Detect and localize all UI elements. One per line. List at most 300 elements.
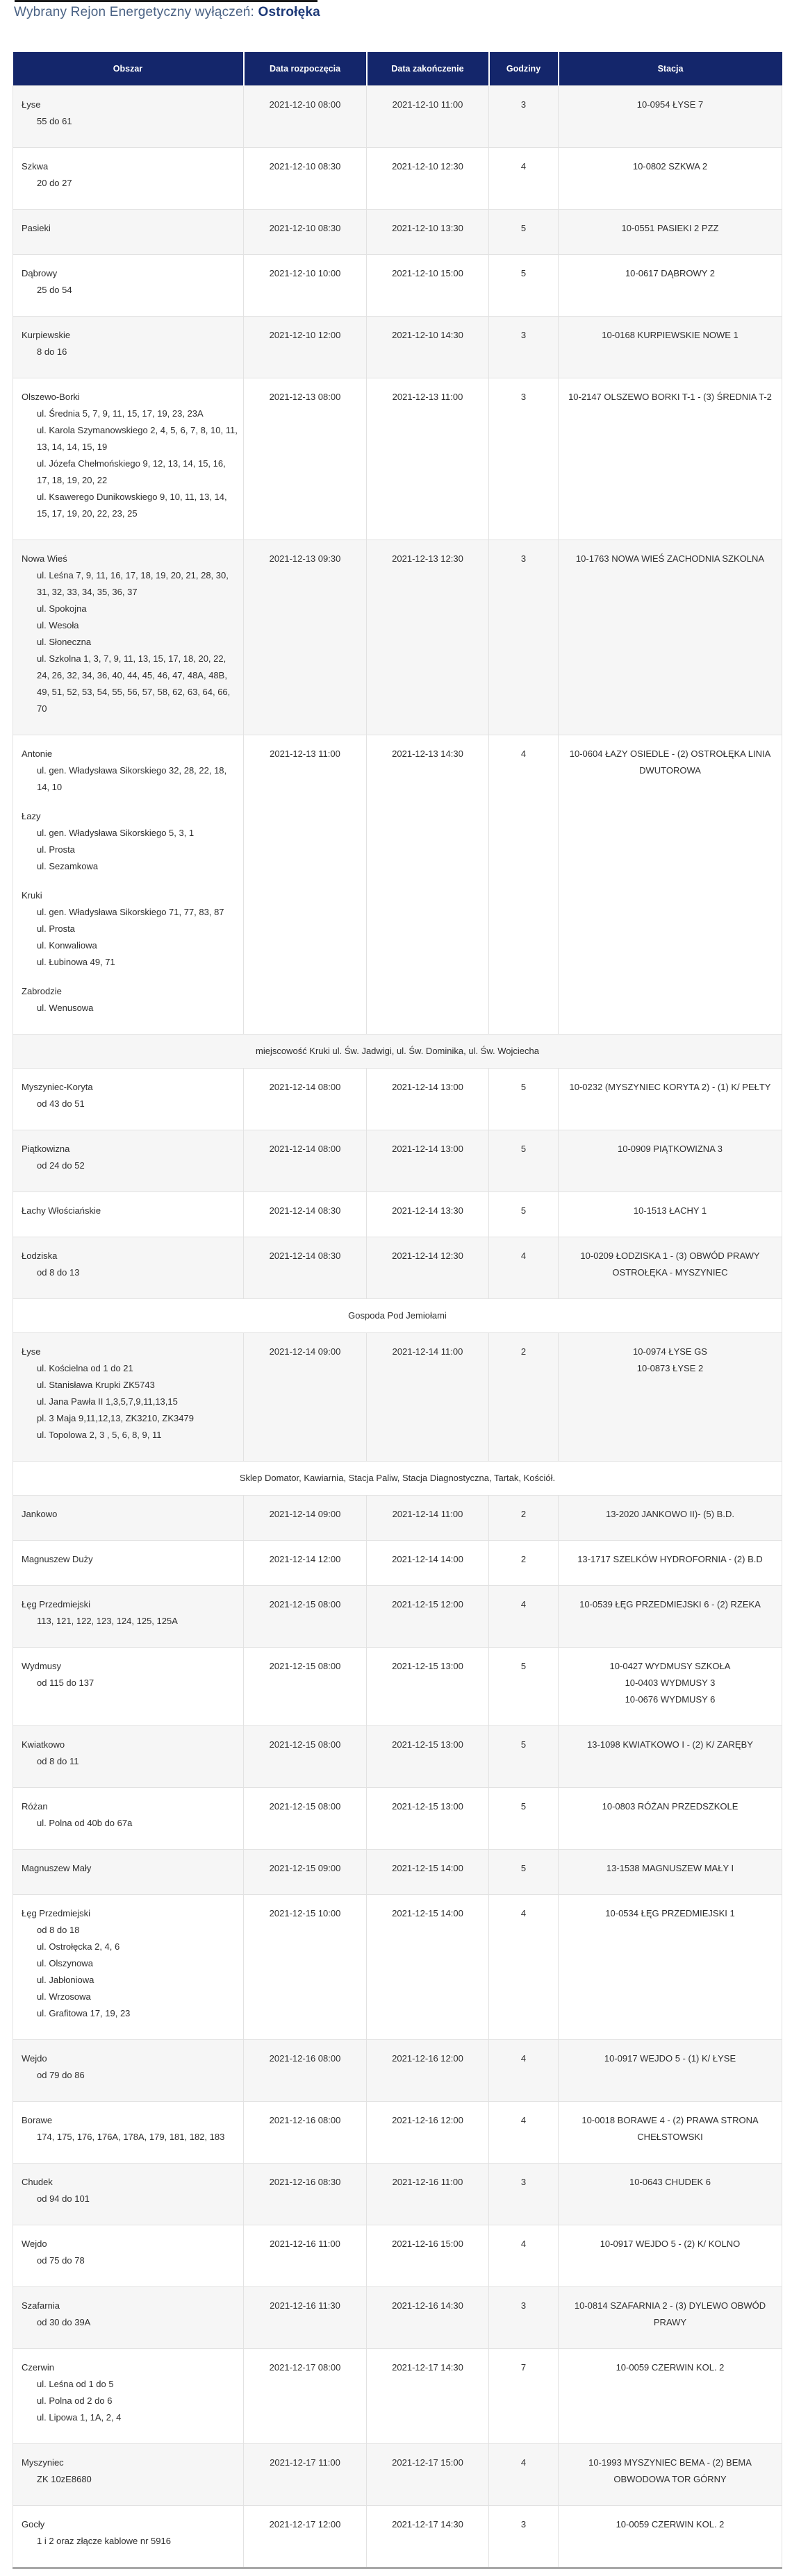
area-block — [22, 1079, 238, 1112]
area-name: Zabrodzie — [22, 986, 62, 996]
area-address-line: od 8 do 18 — [37, 1925, 80, 1935]
end-date-cell: 2021-12-10 15:00 — [367, 255, 489, 317]
area-name: Piątkowizna — [22, 1144, 70, 1154]
area-cell — [13, 1496, 244, 1541]
area-address-line: od 94 do 101 — [37, 2193, 90, 2204]
station-cell — [559, 735, 782, 1035]
area-address-line: ul. Polna od 40b do 67a — [37, 1818, 133, 1828]
start-date-cell: 2021-12-16 11:00 — [244, 2225, 367, 2287]
end-date-cell: 2021-12-14 13:00 — [367, 1130, 489, 1192]
area-address-line: od 8 do 13 — [37, 1267, 80, 1278]
table-header-row — [13, 52, 782, 86]
station-cell — [559, 1788, 782, 1850]
hours-cell: 5 — [489, 1850, 559, 1895]
station-cell — [559, 148, 782, 210]
area-block — [22, 2516, 238, 2550]
area-address-line: ul. Ksawerego Dunikowskiego 9, 10, 11, 13, 14, 15, 17, 19, 20, 22, 23, 25 — [37, 492, 227, 519]
hours-cell: 5 — [489, 1130, 559, 1192]
area-address-line: 55 do 61 — [37, 116, 72, 126]
area-cell — [13, 1648, 244, 1726]
area-cell — [13, 1586, 244, 1648]
area-address-line: ul. Leśna 7, 9, 11, 16, 17, 18, 19, 20, 21, 28, 30, 31, 32, 33, 34, 35, 36, 37 — [37, 570, 229, 597]
page-title-region: Ostrołęka — [258, 5, 320, 19]
area-cell — [13, 1130, 244, 1192]
station-name: 10-1993 MYSZYNIEC BEMA - (2) BEMA OBWODOWA TOR GÓRNY — [588, 2457, 752, 2484]
page-title — [14, 5, 792, 20]
area-address-line: ul. Łubinowa 49, 71 — [37, 957, 115, 967]
hours-cell: 4 — [489, 1895, 559, 2040]
area-cell — [13, 1726, 244, 1788]
hours-cell: 4 — [489, 2444, 559, 2506]
start-date-cell: 2021-12-17 11:00 — [244, 2444, 367, 2506]
station-cell — [559, 1069, 782, 1130]
table-row — [13, 1069, 782, 1130]
column-header-obszar: Obszar — [13, 52, 244, 86]
end-date-cell: 2021-12-17 14:30 — [367, 2349, 489, 2444]
area-address-line: ul. Spokojna — [37, 603, 87, 614]
end-date-cell: 2021-12-16 12:00 — [367, 2102, 489, 2164]
area-block — [22, 1737, 238, 1770]
area-address-line: ul. Średnia 5, 7, 9, 11, 15, 17, 19, 23, 23A — [37, 408, 204, 419]
start-date-cell: 2021-12-14 08:30 — [244, 1192, 367, 1237]
area-cell — [13, 1895, 244, 2040]
area-block — [22, 1860, 238, 1877]
station-cell — [559, 1726, 782, 1788]
area-name: Myszyniec — [22, 2457, 64, 2468]
start-date-cell: 2021-12-17 12:00 — [244, 2506, 367, 2568]
table-row — [13, 1237, 782, 1299]
station-cell — [559, 1192, 782, 1237]
end-date-cell: 2021-12-14 11:00 — [367, 1333, 489, 1462]
start-date-cell: 2021-12-14 08:00 — [244, 1069, 367, 1130]
area-name: Łęg Przedmiejski — [22, 1599, 90, 1609]
table-row — [13, 2349, 782, 2444]
area-address-line: ul. gen. Władysława Sikorskiego 71, 77, 83, 87 — [37, 907, 224, 917]
area-address-line: od 75 do 78 — [37, 2255, 85, 2266]
area-name: Borawe — [22, 2115, 53, 2125]
start-date-cell: 2021-12-10 08:00 — [244, 86, 367, 148]
note-cell: miejscowość Kruki ul. Św. Jadwigi, ul. Św. Dominika, ul. Św. Wojciecha — [13, 1035, 782, 1069]
end-date-cell: 2021-12-14 11:00 — [367, 1496, 489, 1541]
area-address-line: od 24 do 52 — [37, 1160, 85, 1171]
area-cell — [13, 2506, 244, 2568]
table-row — [13, 2102, 782, 2164]
table-row — [13, 1648, 782, 1726]
area-address-line: ul. Wrzosowa — [37, 1991, 91, 2002]
area-name: Łyse — [22, 99, 41, 110]
hours-cell: 4 — [489, 735, 559, 1035]
station-name: 10-0403 WYDMUSY 3 — [625, 1678, 716, 1688]
area-name: Kruki — [22, 890, 42, 901]
area-block — [22, 220, 238, 237]
table-row — [13, 1496, 782, 1541]
station-name: 10-0917 WEJDO 5 - (2) K/ KOLNO — [600, 2239, 741, 2249]
area-block — [22, 1344, 238, 1444]
hours-cell: 5 — [489, 1192, 559, 1237]
start-date-cell: 2021-12-10 12:00 — [244, 317, 367, 378]
station-name: 10-0018 BORAWE 4 - (2) PRAWA STRONA CHEŁSTOWSKI — [581, 2115, 759, 2142]
area-address-line: 113, 121, 122, 123, 124, 125, 125A — [37, 1616, 178, 1626]
station-cell — [559, 86, 782, 148]
area-address-line: ul. Wesoła — [37, 620, 79, 630]
station-cell — [559, 2506, 782, 2568]
end-date-cell: 2021-12-15 14:00 — [367, 1850, 489, 1895]
area-block — [22, 551, 238, 717]
station-name: 10-1513 ŁACHY 1 — [633, 1205, 707, 1216]
hours-cell: 2 — [489, 1333, 559, 1462]
area-address-line: ul. Grafitowa 17, 19, 23 — [37, 2008, 131, 2018]
area-block — [22, 97, 238, 130]
start-date-cell: 2021-12-10 08:30 — [244, 210, 367, 255]
area-block — [22, 1551, 238, 1568]
note-row — [13, 1035, 782, 1069]
note-cell: Gospoda Pod Jemiołami — [13, 1299, 782, 1333]
station-name: 10-0909 PIĄTKOWIZNA 3 — [617, 1144, 723, 1154]
end-date-cell: 2021-12-15 13:00 — [367, 1648, 489, 1726]
station-name: 10-0232 (MYSZYNIEC KORYTA 2) - (1) K/ PEŁTY — [569, 1082, 771, 1092]
area-address-line: ul. Słoneczna — [37, 637, 92, 647]
hours-cell: 5 — [489, 1069, 559, 1130]
area-name: Łyse — [22, 1346, 41, 1357]
station-cell — [559, 1586, 782, 1648]
area-address-line: od 115 do 137 — [37, 1678, 94, 1688]
table-row — [13, 735, 782, 1035]
area-cell — [13, 1237, 244, 1299]
area-block — [22, 2112, 238, 2146]
table-row — [13, 255, 782, 317]
area-address-line: 20 do 27 — [37, 178, 72, 188]
table-row — [13, 1895, 782, 2040]
station-cell — [559, 2225, 782, 2287]
area-cell — [13, 317, 244, 378]
end-date-cell: 2021-12-13 12:30 — [367, 540, 489, 735]
hours-cell: 3 — [489, 2164, 559, 2225]
area-cell — [13, 210, 244, 255]
hours-cell: 2 — [489, 1496, 559, 1541]
area-block — [22, 2298, 238, 2331]
table-row — [13, 1788, 782, 1850]
station-name: 10-0551 PASIEKI 2 PZZ — [621, 223, 719, 233]
area-name: Antonie — [22, 748, 53, 759]
station-name: 13-2020 JANKOWO II)- (5) B.D. — [606, 1509, 734, 1519]
area-address-line: 8 do 16 — [37, 346, 67, 357]
station-cell — [559, 1130, 782, 1192]
area-cell — [13, 735, 244, 1035]
area-cell — [13, 1850, 244, 1895]
table-body — [13, 86, 782, 2568]
area-cell — [13, 540, 244, 735]
note-cell: Sklep Domator, Kawiarnia, Stacja Paliw, Stacja Diagnostyczna, Tartak, Kościół. — [13, 1462, 782, 1496]
end-date-cell: 2021-12-14 13:00 — [367, 1069, 489, 1130]
area-name: Wejdo — [22, 2053, 47, 2064]
area-name: Gocły — [22, 2519, 45, 2529]
note-row — [13, 1462, 782, 1496]
area-address-line: ul. Leśna od 1 do 5 — [37, 2379, 114, 2389]
station-cell — [559, 1648, 782, 1726]
column-header-godziny: Godziny — [489, 52, 559, 86]
end-date-cell: 2021-12-10 13:30 — [367, 210, 489, 255]
area-address-line: ul. Sezamkowa — [37, 861, 99, 871]
table-row — [13, 1130, 782, 1192]
area-address-line: ul. Polna od 2 do 6 — [37, 2395, 113, 2406]
start-date-cell: 2021-12-14 09:00 — [244, 1333, 367, 1462]
area-address-line: ul. Ostrołęcka 2, 4, 6 — [37, 1941, 120, 1952]
area-block — [22, 1798, 238, 1832]
area-cell — [13, 2287, 244, 2349]
area-name: Magnuszew Duży — [22, 1554, 93, 1564]
area-cell — [13, 1333, 244, 1462]
table-row — [13, 2506, 782, 2568]
table-row — [13, 1726, 782, 1788]
station-name: 13-1717 SZELKÓW HYDROFORNIA - (2) B.D — [577, 1554, 763, 1564]
area-address-line: ul. Olszynowa — [37, 1958, 93, 1968]
area-address-line: ul. Stanisława Krupki ZK5743 — [37, 1380, 155, 1390]
area-address-line: ul. Konwaliowa — [37, 940, 97, 951]
area-name: Myszyniec-Koryta — [22, 1082, 93, 1092]
area-cell — [13, 1069, 244, 1130]
station-cell — [559, 1850, 782, 1895]
end-date-cell: 2021-12-16 12:00 — [367, 2040, 489, 2102]
end-date-cell: 2021-12-17 15:00 — [367, 2444, 489, 2506]
start-date-cell: 2021-12-14 08:00 — [244, 1130, 367, 1192]
station-name: 10-0676 WYDMUSY 6 — [625, 1694, 716, 1705]
start-date-cell: 2021-12-13 08:00 — [244, 378, 367, 540]
area-cell — [13, 2349, 244, 2444]
area-name: Pasieki — [22, 223, 51, 233]
station-cell — [559, 1237, 782, 1299]
station-cell — [559, 317, 782, 378]
table-row — [13, 86, 782, 148]
area-cell — [13, 2225, 244, 2287]
area-name: Czerwin — [22, 2362, 54, 2373]
area-address-line: ul. Szkolna 1, 3, 7, 9, 11, 13, 15, 17, 18, 20, 22, 24, 26, 32, 34, 36, 40, 44, 45, 46, 47, 48A, 48B, 49, 51, 52, 53, 54, 55, 56, 57, 58, 62, 63, 64, 66, 70 — [37, 653, 231, 714]
area-block — [22, 2174, 238, 2207]
start-date-cell: 2021-12-14 08:30 — [244, 1237, 367, 1299]
area-block — [22, 2236, 238, 2269]
hours-cell: 4 — [489, 1237, 559, 1299]
station-cell — [559, 255, 782, 317]
end-date-cell: 2021-12-17 14:30 — [367, 2506, 489, 2568]
area-block — [22, 2359, 238, 2426]
station-name: 10-0873 ŁYSE 2 — [636, 1363, 704, 1373]
area-address-line: ul. Wenusowa — [37, 1003, 94, 1013]
area-name: Chudek — [22, 2177, 53, 2187]
area-name: Wejdo — [22, 2239, 47, 2249]
area-address-line: ul. Prosta — [37, 923, 75, 934]
area-cell — [13, 2164, 244, 2225]
hours-cell: 2 — [489, 1541, 559, 1586]
area-name: Szafarnia — [22, 2300, 60, 2311]
hours-cell: 3 — [489, 540, 559, 735]
area-address-line: ul. Kościelna od 1 do 21 — [37, 1363, 133, 1373]
start-date-cell: 2021-12-15 09:00 — [244, 1850, 367, 1895]
end-date-cell: 2021-12-10 14:30 — [367, 317, 489, 378]
area-block — [22, 389, 238, 522]
area-cell — [13, 2102, 244, 2164]
cropped-dropdown-bottom-border — [15, 0, 317, 2]
start-date-cell: 2021-12-10 08:30 — [244, 148, 367, 210]
start-date-cell: 2021-12-14 12:00 — [244, 1541, 367, 1586]
hours-cell: 3 — [489, 378, 559, 540]
area-block — [22, 1658, 238, 1691]
station-name: 10-0604 ŁAZY OSIEDLE - (2) OSTROŁĘKA LINIA DWUTOROWA — [569, 748, 771, 776]
area-address-line: ul. Józefa Chełmońskiego 9, 12, 13, 14, 15, 16, 17, 18, 19, 20, 22 — [37, 458, 226, 485]
station-name: 10-2147 OLSZEWO BORKI T-1 - (3) ŚREDNIA T-2 — [568, 392, 772, 402]
area-address-line: ul. gen. Władysława Sikorskiego 32, 28, 22, 18, 14, 10 — [37, 765, 227, 792]
station-cell — [559, 1333, 782, 1462]
station-name: 10-0427 WYDMUSY SZKOŁA — [609, 1661, 731, 1671]
area-name: Jankowo — [22, 1509, 58, 1519]
station-name: 13-1098 KWIATKOWO I - (2) K/ ZARĘBY — [587, 1739, 753, 1750]
area-name: Wydmusy — [22, 1661, 61, 1671]
hours-cell: 5 — [489, 255, 559, 317]
area-block — [22, 1203, 238, 1219]
area-block — [22, 158, 238, 192]
area-cell — [13, 255, 244, 317]
table-header — [13, 52, 782, 86]
start-date-cell: 2021-12-16 08:30 — [244, 2164, 367, 2225]
station-cell — [559, 540, 782, 735]
end-date-cell: 2021-12-15 12:00 — [367, 1586, 489, 1648]
area-block — [22, 887, 238, 971]
area-address-line: 1 i 2 oraz złącze kablowe nr 5916 — [37, 2536, 171, 2546]
table-row — [13, 1586, 782, 1648]
station-name: 10-0643 CHUDEK 6 — [629, 2177, 711, 2187]
start-date-cell: 2021-12-10 10:00 — [244, 255, 367, 317]
column-header-data-zakonczenia: Data zakończenie — [367, 52, 489, 86]
table-row — [13, 378, 782, 540]
table-row — [13, 1192, 782, 1237]
station-name: 10-0539 ŁĘG PRZEDMIEJSKI 6 - (2) RZEKA — [579, 1599, 761, 1609]
area-block — [22, 1506, 238, 1523]
end-date-cell: 2021-12-14 13:30 — [367, 1192, 489, 1237]
area-block — [22, 2050, 238, 2084]
area-cell — [13, 1788, 244, 1850]
end-date-cell: 2021-12-16 11:00 — [367, 2164, 489, 2225]
column-header-stacja: Stacja — [559, 52, 782, 86]
hours-cell: 4 — [489, 1586, 559, 1648]
start-date-cell: 2021-12-15 08:00 — [244, 1726, 367, 1788]
area-cell — [13, 2444, 244, 2506]
end-date-cell: 2021-12-13 14:30 — [367, 735, 489, 1035]
area-name: Szkwa — [22, 161, 49, 172]
area-block — [22, 327, 238, 360]
hours-cell: 3 — [489, 2287, 559, 2349]
area-address-line: ul. Lipowa 1, 1A, 2, 4 — [37, 2412, 122, 2423]
station-name: 10-0534 ŁĘG PRZEDMIEJSKI 1 — [605, 1908, 735, 1918]
station-name: 10-0059 CZERWIN KOL. 2 — [616, 2519, 725, 2529]
area-cell — [13, 378, 244, 540]
area-address-line: od 8 do 11 — [37, 1756, 79, 1766]
area-address-line: 174, 175, 176, 176A, 178A, 179, 181, 182, 183 — [37, 2132, 225, 2142]
hours-cell: 7 — [489, 2349, 559, 2444]
area-address-line: ul. gen. Władysława Sikorskiego 5, 3, 1 — [37, 828, 195, 838]
area-name: Olszewo-Borki — [22, 392, 80, 402]
hours-cell: 3 — [489, 2506, 559, 2568]
start-date-cell: 2021-12-15 08:00 — [244, 1586, 367, 1648]
area-address-line: ZK 10zE8680 — [37, 2474, 92, 2484]
end-date-cell: 2021-12-13 11:00 — [367, 378, 489, 540]
area-block — [22, 746, 238, 796]
station-cell — [559, 1496, 782, 1541]
area-name: Dąbrowy — [22, 268, 58, 278]
area-block — [22, 1905, 238, 2022]
hours-cell: 3 — [489, 86, 559, 148]
area-address-line: ul. Jana Pawła II 1,3,5,7,9,11,13,15 — [37, 1396, 178, 1407]
start-date-cell: 2021-12-17 08:00 — [244, 2349, 367, 2444]
station-name: 10-0814 SZAFARNIA 2 - (3) DYLEWO OBWÓD PRAWY — [574, 2300, 766, 2327]
table-row — [13, 148, 782, 210]
area-block — [22, 2454, 238, 2488]
station-name: 10-1763 NOWA WIEŚ ZACHODNIA SZKOLNA — [575, 553, 765, 564]
hours-cell: 5 — [489, 1726, 559, 1788]
start-date-cell: 2021-12-15 08:00 — [244, 1648, 367, 1726]
area-cell — [13, 2040, 244, 2102]
start-date-cell: 2021-12-13 11:00 — [244, 735, 367, 1035]
area-name: Różan — [22, 1801, 48, 1812]
area-cell — [13, 1192, 244, 1237]
area-name: Łazy — [22, 811, 41, 821]
end-date-cell: 2021-12-15 13:00 — [367, 1726, 489, 1788]
station-cell — [559, 2164, 782, 2225]
outages-table — [13, 52, 782, 2569]
station-cell — [559, 2349, 782, 2444]
page-title-prefix: Wybrany Rejon Energetyczny wyłączeń: — [14, 5, 255, 19]
table-row — [13, 1850, 782, 1895]
hours-cell: 4 — [489, 2225, 559, 2287]
station-name: 10-0917 WEJDO 5 - (1) K/ ŁYSE — [604, 2053, 736, 2064]
area-block — [22, 808, 238, 875]
hours-cell: 3 — [489, 317, 559, 378]
hours-cell: 4 — [489, 148, 559, 210]
area-address-line: ul. Prosta — [37, 844, 75, 855]
area-name: Kurpiewskie — [22, 330, 71, 340]
area-name: Łęg Przedmiejski — [22, 1908, 90, 1918]
table-row — [13, 317, 782, 378]
table-row — [13, 540, 782, 735]
area-block — [22, 1248, 238, 1281]
end-date-cell: 2021-12-10 11:00 — [367, 86, 489, 148]
area-block — [22, 983, 238, 1017]
start-date-cell: 2021-12-16 08:00 — [244, 2102, 367, 2164]
station-name: 10-0059 CZERWIN KOL. 2 — [616, 2362, 725, 2373]
station-cell — [559, 2040, 782, 2102]
station-cell — [559, 2287, 782, 2349]
station-cell — [559, 2102, 782, 2164]
table-row — [13, 2164, 782, 2225]
table-row — [13, 2225, 782, 2287]
area-name: Magnuszew Mały — [22, 1863, 92, 1873]
end-date-cell: 2021-12-15 13:00 — [367, 1788, 489, 1850]
area-address-line: 25 do 54 — [37, 285, 72, 295]
area-cell — [13, 86, 244, 148]
area-address-line: ul. Karola Szymanowskiego 2, 4, 5, 6, 7, 8, 10, 11, 13, 14, 14, 15, 19 — [37, 425, 238, 452]
station-name: 10-0954 ŁYSE 7 — [636, 99, 704, 110]
end-date-cell: 2021-12-10 12:30 — [367, 148, 489, 210]
hours-cell: 4 — [489, 2102, 559, 2164]
note-row — [13, 1299, 782, 1333]
station-name: 10-0802 SZKWA 2 — [632, 161, 708, 172]
area-block — [22, 1596, 238, 1630]
hours-cell: 5 — [489, 210, 559, 255]
start-date-cell: 2021-12-16 11:30 — [244, 2287, 367, 2349]
station-name: 13-1538 MAGNUSZEW MAŁY I — [606, 1863, 734, 1873]
hours-cell: 5 — [489, 1788, 559, 1850]
station-name: 10-0209 ŁODZISKA 1 - (3) OBWÓD PRAWY OSTROŁĘKA - MYSZYNIEC — [580, 1251, 760, 1278]
area-address-line: ul. Topolowa 2, 3 , 5, 6, 8, 9, 11 — [37, 1430, 162, 1440]
area-name: Łachy Włościańskie — [22, 1205, 101, 1216]
area-address-line: ul. Jabłoniowa — [37, 1975, 94, 1985]
